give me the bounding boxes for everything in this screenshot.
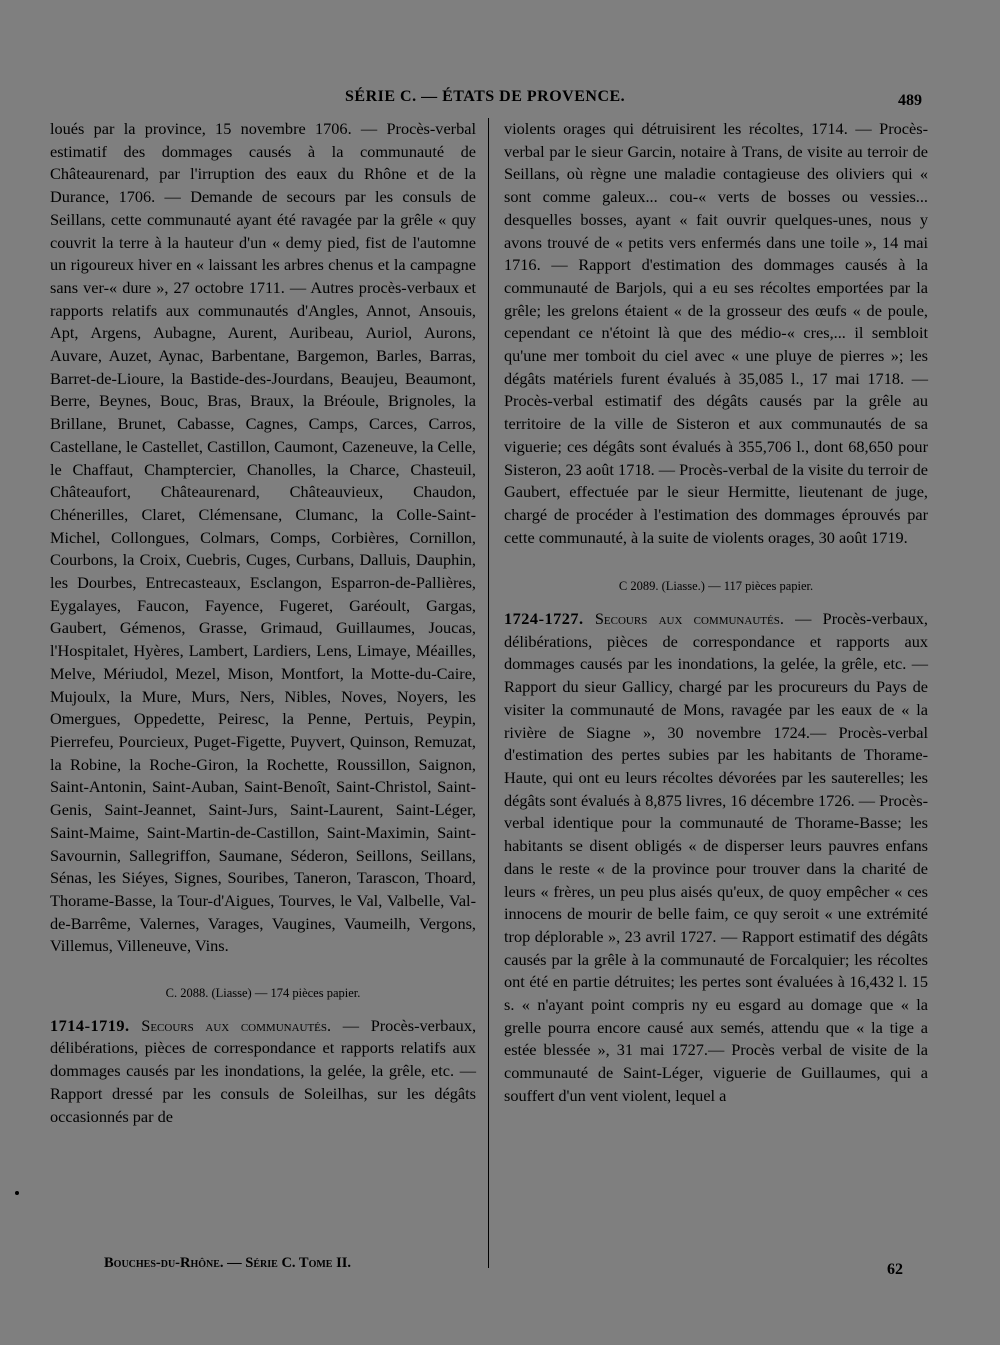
- record-subject: Secours aux communautés.: [141, 1015, 332, 1035]
- record-dates: 1724-1727.: [504, 609, 584, 629]
- page-footer: [0, 1255, 1000, 1285]
- page-header: [0, 88, 1000, 112]
- record-heading-c2088: C. 2088. (Liasse) — 174 pièces papier.: [165, 986, 361, 1001]
- footer-series-label: Bouches-du-Rhône. — Série C. Tome II.: [104, 1255, 351, 1271]
- record-heading-c2089: C 2089. (Liasse.) — 117 pièces papier.: [618, 579, 814, 594]
- page-number: 489: [898, 92, 922, 109]
- record-text: — Procès-verbaux, délibérations, pièces de correspondance et rapports relatifs aux dommages causés par les inondations, la gelée, la grêle, etc. — Rapport dressé par les consuls de Soleilhas, sur les dégâts occasionnés par de: [50, 1015, 477, 1126]
- record-entry-c2088: [50, 1015, 476, 1129]
- running-title: SÉRIE C. — ÉTATS DE PROVENCE.: [345, 88, 626, 105]
- margin-dot: [15, 1191, 19, 1195]
- record-text: — Procès-verbaux, délibérations, pièces de correspondance et rapports aux dommages causés par les inondations, la gelée, la grêle, etc. — Rapport du sieur Gallicy, chargé par les procureurs du Pays de visiter la communauté de Mons, ravagée par les eaux de « la rivière de Siagne », 30 novembre 1724.— Procès-verbal d'estimation des pertes subies par les habitants de Thorame-Haute, qui ont eu leurs récoltes dévorées par les sauterelles; les dégâts sont évalués à 8,875 livres, 16 décembre 1726. — Procès-verbal identique pour la communauté de Thorame-Basse; les habitants se disent obligés « de disperser leurs pauvres enfans dans le reste « de la province pour trouver dans la charité de leurs « frères, un peu plus aisés qu'eux, de quoy empêcher « ces innocens de mourir de belle faim, ce quy seroit « une extrémité trop déplorable », 23 avril 1727. — Rapport estimatif des dégâts causés par la grêle à la communauté de Forcalquier; les récoltes ont été en partie détruites; les pertes sont évaluées à 16,432 l. 15 s. « n'ayant point compris ny eu esgard au domage que « la grelle pourra encore causé aux semés, attendu que « la tige a estée blessée », 31 mai 1727.— Procès verbal de visite de la communauté de Saint-Léger, viguerie de Guillaumes, qui a souffert d'un vent violent, lequel a: [504, 609, 928, 1105]
- record-entry-c2089: [504, 608, 928, 1107]
- record-subject: Secours aux communautés.: [594, 609, 784, 629]
- signature-mark: 62: [887, 1261, 903, 1278]
- left-column: [50, 118, 476, 1128]
- record-dates: 1714-1719.: [50, 1015, 130, 1035]
- right-column: [504, 118, 928, 1108]
- right-continuation-text: violents orages qui détruisirent les récoltes, 1714. — Procès-verbal par le sieur Garcin, notaire à Trans, de visite au terroir de Seillans, où règne une maladie contagieuse des oliviers qui « sont comme galeux... cou-« verts de bosses ou vessies... desquelles bosses, ayant « fait ouvrir quelques-unes, nous y avons trouvé de « petits vers enfermés dans une toile », 14 mai 1716. — Rapport d'estimation des dommages causés à la communauté de Barjols, qui a eu ses récoltes emportées par la grêle; les grelons étaient « de la grosseur des œufs « de poule, cependant ce n'étoint là que des médio-« cres,... il sembloit qu'une mer tomboit du ciel avec « une pluye de pierres »; les dégâts matériels furent évalués à 35,085 l., 17 mai 1718. — Procès-verbal estimatif des dégâts causés par la grêle au territoire de la ville de Sisteron et aux communautés de sa viguerie; ces dégâts sont évalués à 355,706 l., dont 68,650 pour Sisteron, 23 août 1718. — Procès-verbal de la visite du terroir de Gaubert, effectuée par le sieur Hermitte, lieutenant de juge, chargé de procéder à l'estimation des dommages éprouvés par cette communauté, à la suite de violents orages, 30 août 1719.: [504, 119, 928, 547]
- column-divider: [488, 118, 489, 1268]
- left-continuation-text: loués par la province, 15 novembre 1706. — Procès-verbal estimatif des dommages causés à la communauté de Châteaurenard, par l'irruption des eaux du Rhône et de la Durance, 1706. — Demande de secours par les consuls de Seillans, cette communauté ayant été ravagée par la grêle « quy couvrit la terre à la hauteur d'un « demy pied, fist de l'automne un rigoureux hiver en « laissant les arbres chenus et la campagne sans ver-« dure », 27 octobre 1711. — Autres procès-verbaux et rapports relatifs aux communautés d'Angles, Annot, Ansouis, Apt, Argens, Aubagne, Aurent, Auribeau, Auriol, Aurons, Auvare, Auzet, Aynac, Barbentane, Bargemon, Barles, Barras, Barret-de-Lioure, la Bastide-des-Jourdans, Beaujeu, Beaumont, Berre, Beynes, Bouc, Bras, Braux, la Bréoule, Brignoles, la Brillane, Brunet, Cabasse, Cagnes, Camps, Carces, Carros, Castellane, le Castellet, Castillon, Caumont, Cazeneuve, la Celle, le Chaffaut, Champtercier, Chanolles, la Charce, Chasteuil, Châteaufort, Châteaurenard, Châteauvieux, Chaudon, Chénerilles, Claret, Clémensane, Clumanc, la Colle-Saint-Michel, Collongues, Colmars, Comps, Corbières, Cornillon, Courbons, la Croix, Cuebris, Cuges, Curbans, Dalluis, Dauphin, les Dourbes, Entrecasteaux, Esclangon, Esparron-de-Pallières, Eygalayes, Faucon, Fayence, Fugeret, Garéoult, Gargas, Gaubert, Gémenos, Grasse, Grimaud, Guillaumes, Joucas, l'Hospitalet, Hyères, Lambert, Lardiers, Lens, Limaye, Méailles, Melve, Mériudol, Mezel, Mison, Montfort, la Motte-du-Caire, Mujoulx, la Mure, Murs, Ners, Nibles, Noves, Noyers, les Omergues, Oppedette, Peiresc, la Penne, Pertuis, Peypin, Pierrefeu, Pourcieux, Puget-Figette, Puyvert, Quinson, Remuzat, la Robine, la Roche-Giron, la Rochette, Roussillon, Saignon, Saint-Antonin, Saint-Auban, Saint-Benoît, Saint-Christol, Saint-Genis, Saint-Jeannet, Saint-Jurs, Saint-Laurent, Saint-Léger, Saint-Maime, Saint-Martin-de-Castillon, Saint-Maximin, Saint-Savournin, Sallegriffon, Saumane, Séderon, Seillons, Seillans, Sénas, les Siéyes, Signes, Souribes, Taneron, Tarascon, Thoard, Thorame-Basse, la Tour-d'Aigues, Tourves, le Val, Valbelle, Val-de-Barrême, Valernes, Varages, Vaugines, Vaumeilh, Vergons, Villemus, Villeneuve, Vins.: [50, 119, 476, 956]
